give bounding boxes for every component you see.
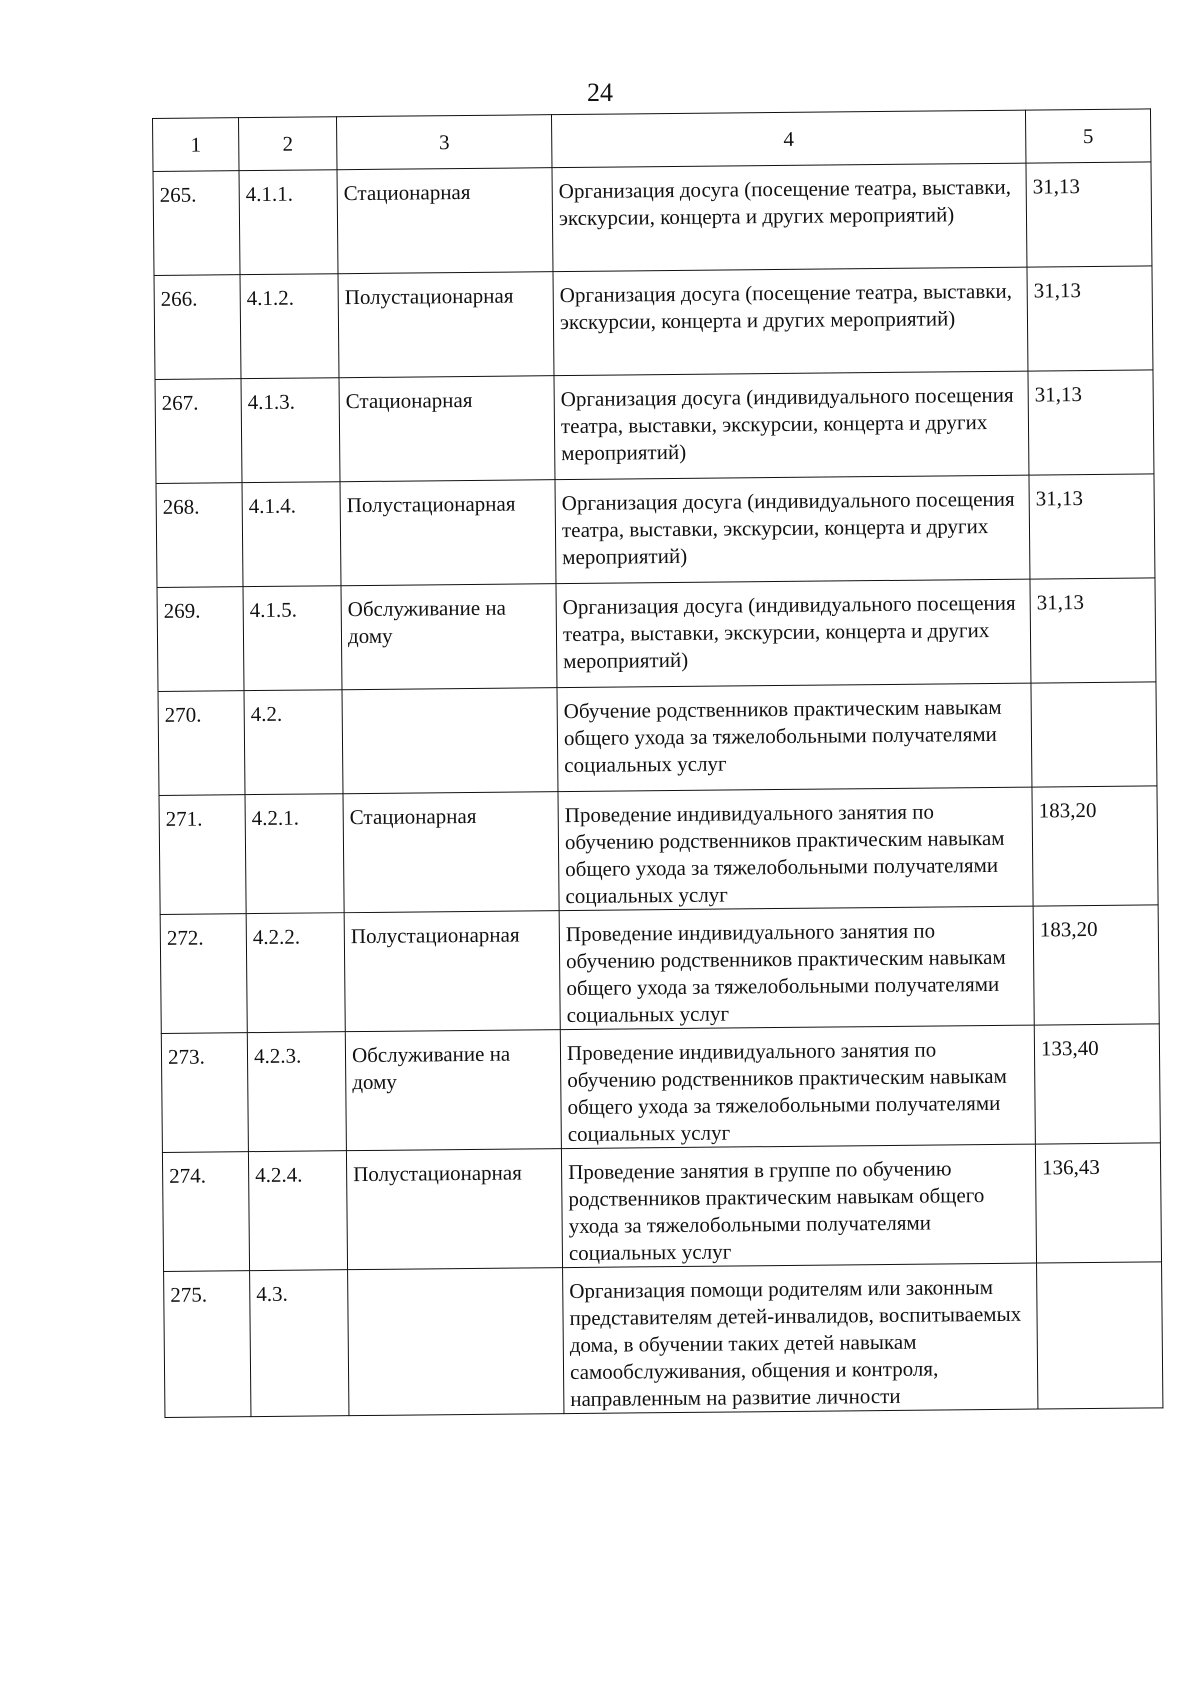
service-description: Организация досуга (посещение театра, выставки, экскурсии, концерта и других мероприятий) — [552, 163, 1027, 272]
header-col-3: 3 — [336, 115, 551, 170]
service-form: Полустационарная — [340, 480, 556, 586]
tariff-value: 183,20 — [1032, 786, 1158, 906]
table-row — [164, 1262, 1163, 1418]
service-description: Проведение индивидуального занятия по обучению родственников практическим навыкам общего ухода за тяжелобольными получателями социальных услуг — [560, 1025, 1035, 1149]
page-number: 24 — [587, 78, 613, 107]
service-form: Полустационарная — [346, 1149, 562, 1270]
table-header-row — [153, 109, 1151, 172]
service-description: Организация досуга (индивидуального посещения театра, выставки, экскурсии, концерта и других мероприятий) — [556, 579, 1031, 688]
table-row — [157, 578, 1156, 692]
table-row — [161, 1024, 1160, 1153]
service-description: Организация досуга (индивидуального посещения театра, выставки, экскурсии, концерта и других мероприятий) — [555, 475, 1030, 584]
item-code: 4.2.3. — [247, 1032, 346, 1152]
tariff-value: 31,13 — [1026, 162, 1152, 267]
tariff-value: 31,13 — [1028, 370, 1154, 475]
tariff-value: 31,13 — [1027, 266, 1153, 371]
service-form — [348, 1268, 564, 1416]
service-description: Проведение занятия в группе по обучению родственников практическим навыкам общего ухода за тяжелобольными получателями социальных услуг — [561, 1144, 1036, 1268]
row-number: 270. — [158, 691, 245, 796]
tariff-value: 133,40 — [1034, 1024, 1160, 1144]
tariff-value — [1031, 682, 1157, 787]
item-code: 4.1.3. — [241, 378, 340, 483]
tariff-value: 183,20 — [1033, 905, 1159, 1025]
table-row — [158, 682, 1157, 796]
service-description: Проведение индивидуального занятия по обучению родственников практическим навыкам общего ухода за тяжелобольными получателями социальных услуг — [558, 787, 1033, 911]
service-description: Организация помощи родителям или законным представителям детей-инвалидов, воспитываемых дома, в обучении таких детей навыкам самообслуживания, общения и контроля, направленным на развитие личности — [563, 1263, 1038, 1414]
row-number: 272. — [160, 914, 247, 1034]
table-row — [153, 162, 1152, 276]
table-row — [162, 1143, 1161, 1272]
row-number: 269. — [157, 587, 244, 692]
service-form — [342, 688, 558, 794]
header-col-1: 1 — [153, 118, 240, 172]
service-form: Стационарная — [339, 376, 555, 482]
tariff-value: 31,13 — [1029, 474, 1155, 579]
item-code: 4.2.4. — [248, 1151, 347, 1271]
service-form: Полустационарная — [344, 911, 560, 1032]
service-form: Обслуживание на дому — [341, 584, 557, 690]
table-row — [156, 474, 1155, 588]
item-code: 4.3. — [250, 1270, 349, 1417]
service-description: Проведение индивидуального занятия по обучению родственников практическим навыкам общего ухода за тяжелобольными получателями социальных услуг — [559, 906, 1034, 1030]
item-code: 4.1.2. — [240, 274, 339, 379]
row-number: 268. — [156, 483, 243, 588]
row-number: 273. — [161, 1033, 248, 1153]
item-code: 4.2. — [244, 690, 343, 795]
service-form: Стационарная — [337, 168, 553, 274]
row-number: 275. — [164, 1271, 251, 1418]
table-row — [160, 905, 1159, 1034]
table-row — [155, 370, 1154, 484]
service-description: Обучение родственников практическим навыкам общего ухода за тяжелобольными получателями социальных услуг — [557, 683, 1032, 792]
header-col-2: 2 — [239, 117, 338, 171]
row-number: 265. — [153, 171, 240, 276]
item-code: 4.1.4. — [242, 482, 341, 587]
header-col-4: 4 — [551, 110, 1025, 168]
tariff-value — [1037, 1262, 1163, 1409]
service-form: Полустационарная — [338, 272, 554, 378]
service-form: Обслуживание на дому — [345, 1030, 561, 1151]
service-form: Стационарная — [343, 792, 559, 913]
service-description: Организация досуга (индивидуального посещения театра, выставки, экскурсии, концерта и других мероприятий) — [554, 371, 1029, 480]
table-row — [154, 266, 1153, 380]
item-code: 4.2.2. — [246, 913, 345, 1033]
item-code: 4.1.5. — [243, 586, 342, 691]
tariff-table — [152, 108, 1163, 1418]
item-code: 4.1.1. — [239, 170, 338, 275]
item-code: 4.2.1. — [245, 794, 344, 914]
row-number: 271. — [159, 795, 246, 915]
header-col-5: 5 — [1025, 109, 1151, 163]
service-description: Организация досуга (посещение театра, выставки, экскурсии, концерта и других мероприятий) — [553, 267, 1028, 376]
row-number: 266. — [154, 275, 241, 380]
tariff-value: 31,13 — [1030, 578, 1156, 683]
row-number: 274. — [162, 1152, 249, 1272]
row-number: 267. — [155, 379, 242, 484]
table-row — [159, 786, 1158, 915]
tariff-value: 136,43 — [1035, 1143, 1161, 1263]
